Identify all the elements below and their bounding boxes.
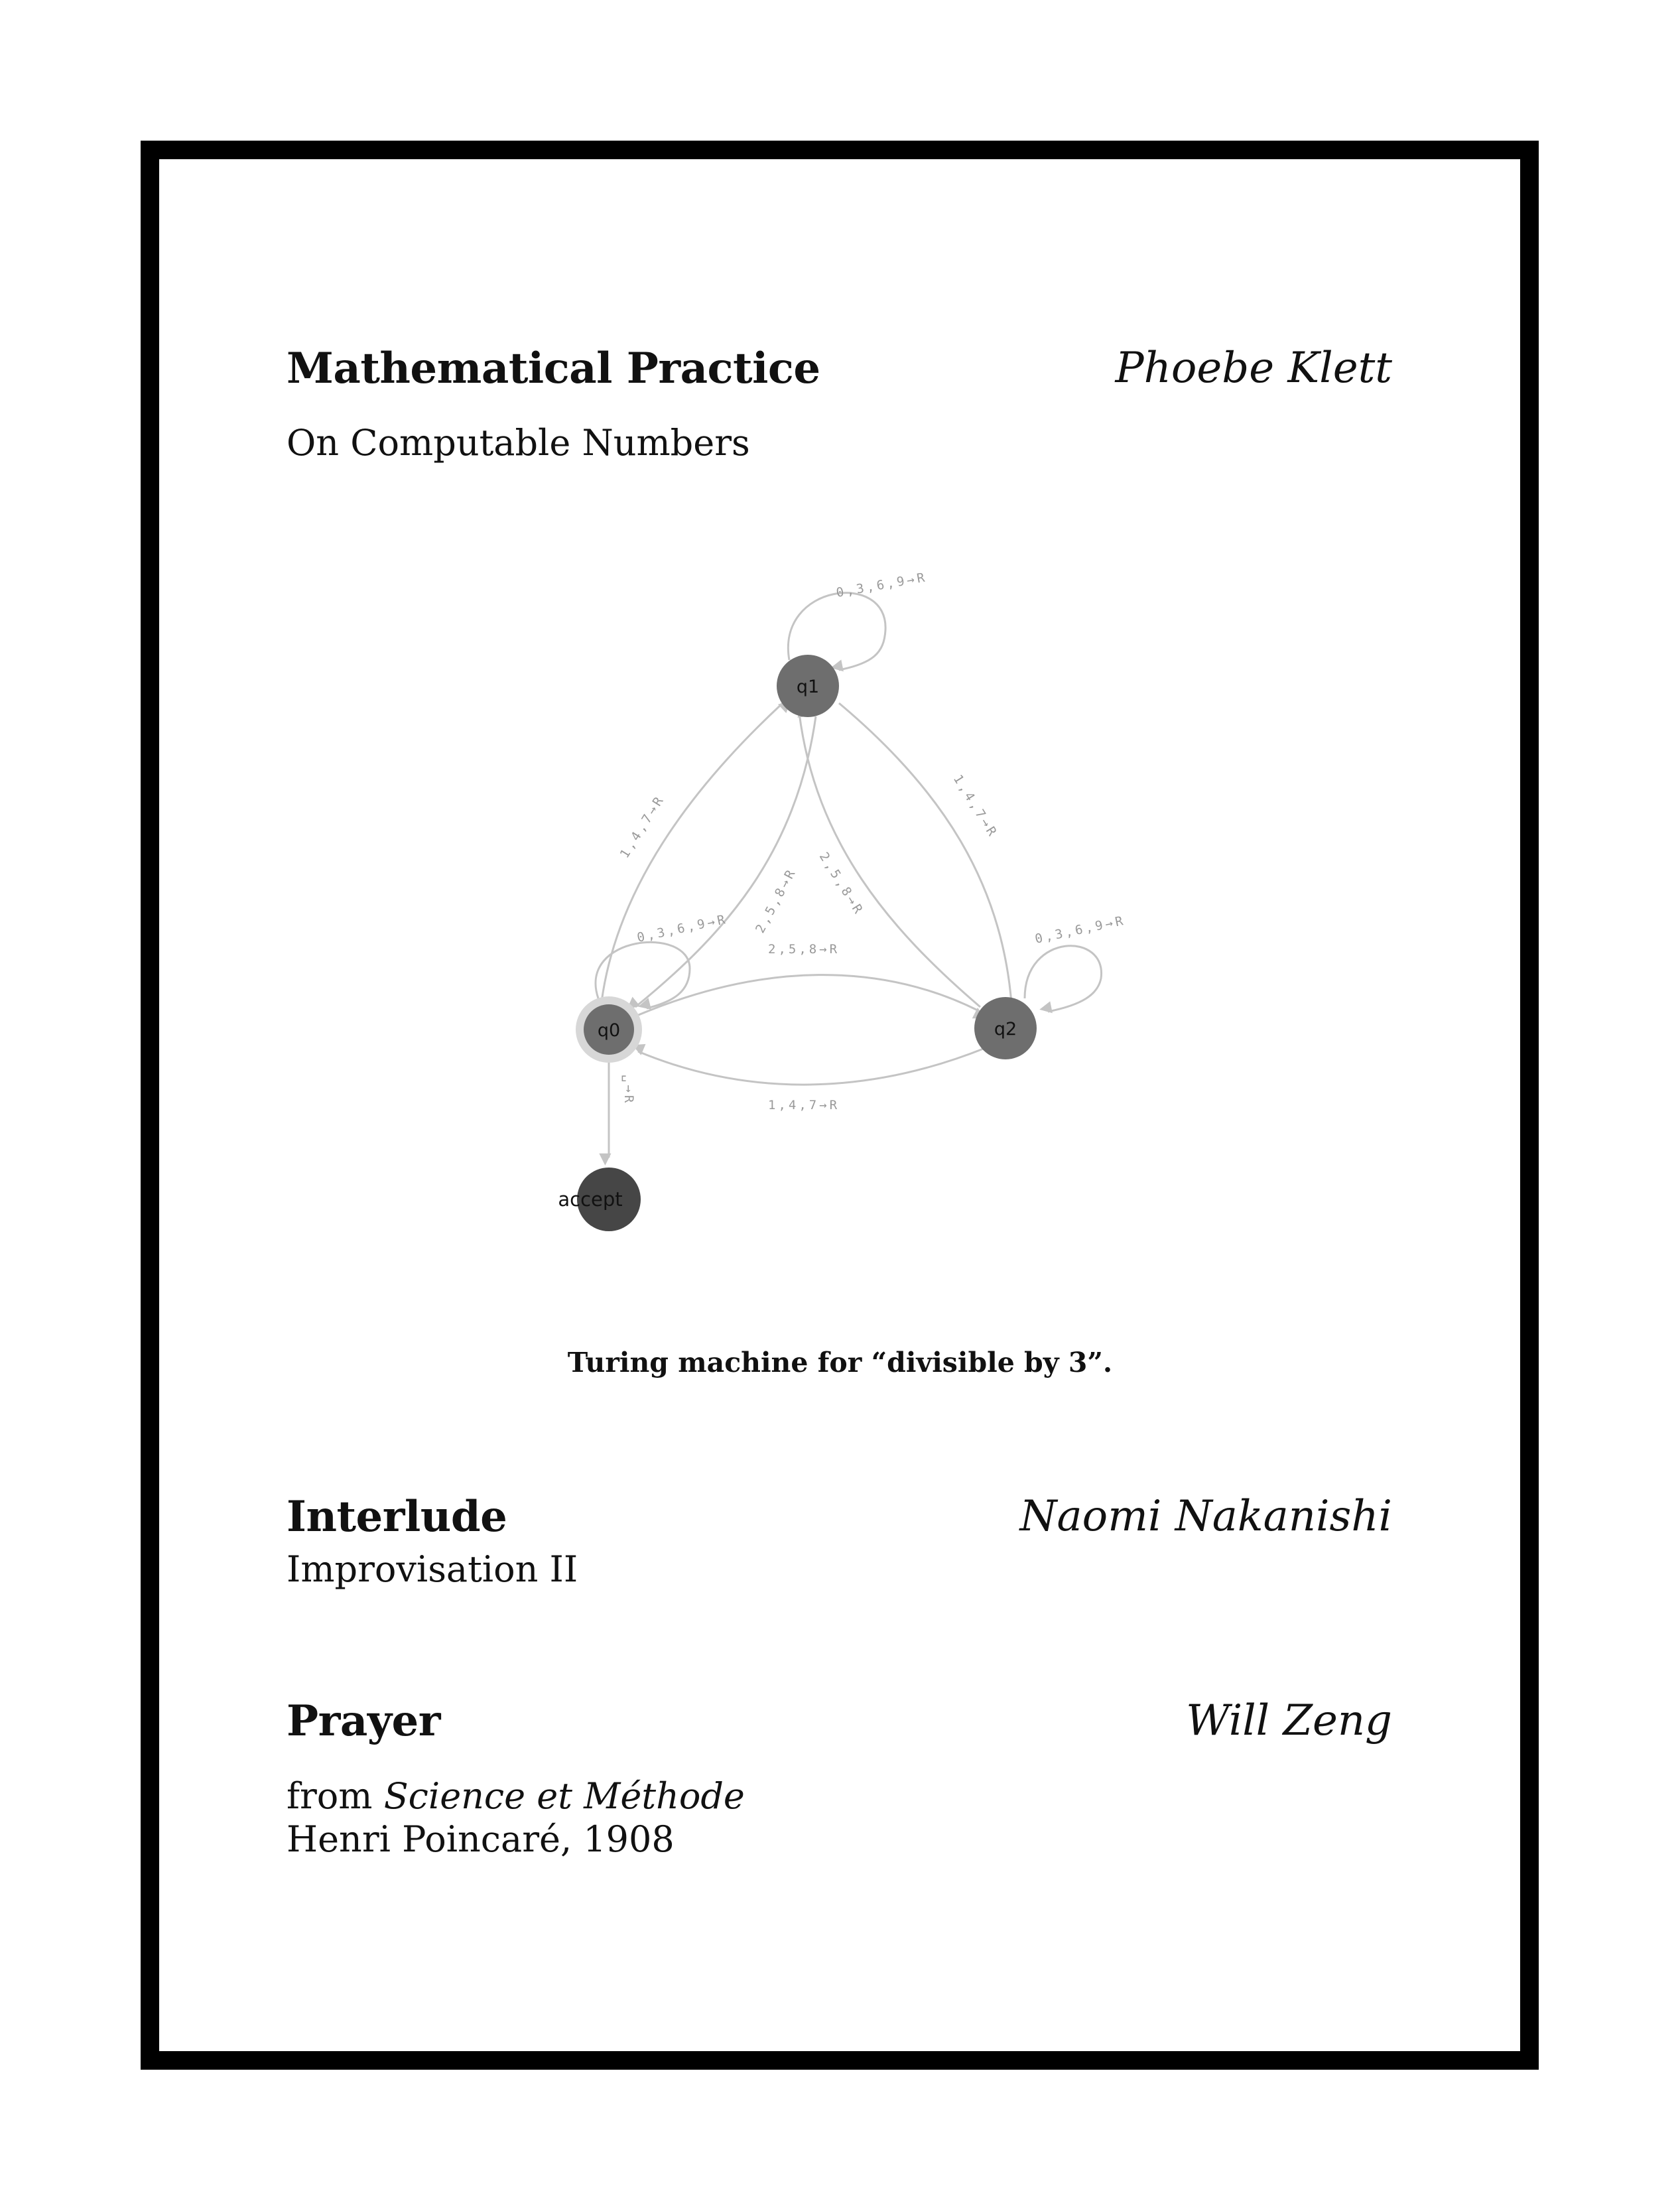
label-q2-q0: 1,4,7→R xyxy=(768,1098,840,1112)
state-q2-label: q2 xyxy=(994,1019,1017,1039)
section-title: Mathematical Practice xyxy=(287,344,820,393)
label-q1-self: 0,3,6,9→R xyxy=(835,570,929,600)
label-q1-q0: 2,5,8→R xyxy=(752,865,800,936)
state-q0-label: q0 xyxy=(597,1020,621,1041)
label-q0-q2: 2,5,8→R xyxy=(768,942,840,957)
state-q1-label: q1 xyxy=(796,677,820,697)
section-author: Will Zeng xyxy=(1186,1696,1392,1745)
label-q0-self: 0,3,6,9→R xyxy=(635,911,729,945)
source-work-title: Science et Méthode xyxy=(383,1775,745,1817)
section-subtitle: Improvisation II xyxy=(287,1548,578,1590)
section-subtitle: On Computable Numbers xyxy=(287,422,750,464)
state-accept-label: accept xyxy=(558,1188,623,1211)
source-work-line xyxy=(287,1775,745,1817)
source-author-line: Henri Poincaré, 1908 xyxy=(287,1818,675,1860)
label-q0-accept: ␣→R xyxy=(621,1075,636,1106)
label-q0-q1: 1,4,7→R xyxy=(617,792,668,861)
section-author: Naomi Nakanishi xyxy=(1019,1492,1392,1541)
edge-q1-q2 xyxy=(839,703,1011,1003)
section-author: Phoebe Klett xyxy=(1115,344,1392,393)
edge-q2-q0 xyxy=(638,1048,985,1085)
section-title: Prayer xyxy=(287,1696,440,1746)
label-q1-q2: 1,4,7→R xyxy=(950,771,1001,841)
source-prefix: from xyxy=(287,1775,384,1817)
edge-q2-self xyxy=(1025,946,1102,1012)
figure-caption: Turing machine for “divisible by 3”. xyxy=(567,1347,1113,1378)
label-q2-q1: 2,5,8→R xyxy=(816,849,867,919)
section-title: Interlude xyxy=(287,1492,507,1542)
label-q2-self: 0,3,6,9→R xyxy=(1033,913,1127,947)
